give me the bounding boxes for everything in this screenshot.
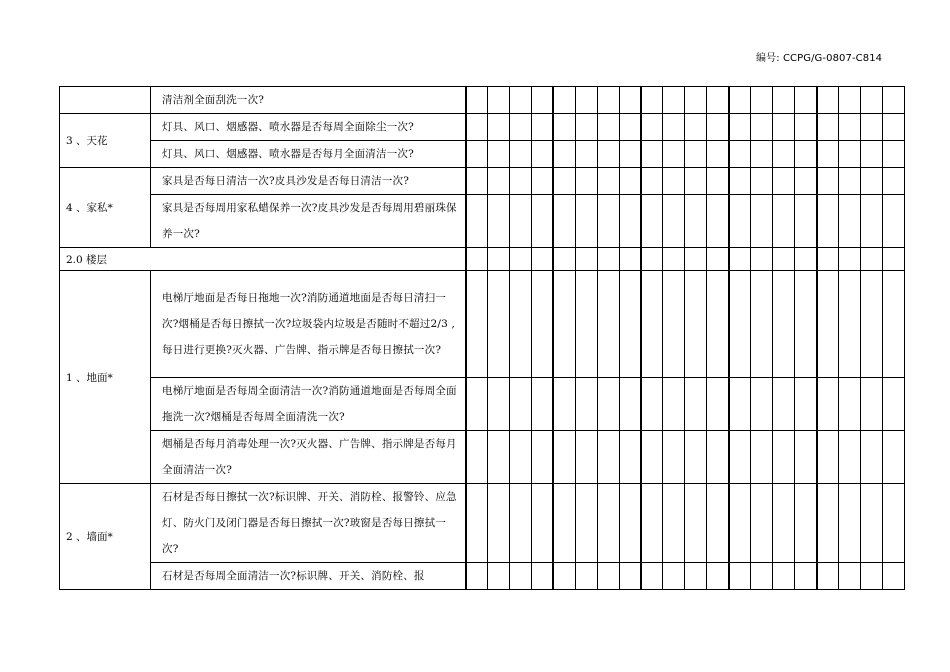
- check-cell[interactable]: [597, 141, 619, 168]
- check-cell[interactable]: [597, 431, 619, 484]
- check-cell[interactable]: [707, 141, 729, 168]
- check-cell[interactable]: [466, 87, 488, 114]
- check-cell[interactable]: [619, 563, 641, 590]
- table-row: [60, 195, 905, 248]
- check-cell[interactable]: [663, 271, 685, 378]
- check-cell[interactable]: [663, 141, 685, 168]
- check-cell[interactable]: [882, 195, 904, 248]
- check-cell[interactable]: [729, 168, 751, 195]
- check-cell[interactable]: [795, 271, 817, 378]
- check-cell[interactable]: [509, 195, 531, 248]
- check-cell[interactable]: [531, 168, 553, 195]
- check-cell[interactable]: [729, 141, 751, 168]
- check-cell[interactable]: [487, 87, 509, 114]
- check-cell[interactable]: [575, 484, 597, 563]
- check-cell[interactable]: [838, 195, 860, 248]
- check-cell[interactable]: [531, 87, 553, 114]
- check-cell[interactable]: [509, 87, 531, 114]
- check-cell[interactable]: [531, 484, 553, 563]
- check-cell[interactable]: [509, 484, 531, 563]
- check-cell[interactable]: [641, 271, 663, 378]
- check-cell[interactable]: [466, 195, 488, 248]
- check-cell[interactable]: [663, 431, 685, 484]
- item-label: 2 、墙面*: [60, 484, 151, 590]
- check-cell[interactable]: [575, 168, 597, 195]
- table-row: [60, 563, 905, 590]
- check-cell[interactable]: [509, 431, 531, 484]
- check-cell[interactable]: [487, 271, 509, 378]
- check-cell[interactable]: [817, 563, 839, 590]
- check-cell[interactable]: [597, 195, 619, 248]
- check-cell[interactable]: [685, 248, 707, 271]
- check-cell[interactable]: [860, 271, 882, 378]
- check-cell[interactable]: [597, 378, 619, 431]
- check-cell[interactable]: [509, 141, 531, 168]
- check-cell[interactable]: [531, 563, 553, 590]
- check-cell[interactable]: [882, 431, 904, 484]
- check-cell[interactable]: [729, 378, 751, 431]
- check-cell[interactable]: [860, 484, 882, 563]
- check-cell[interactable]: [466, 431, 488, 484]
- check-cell[interactable]: [817, 195, 839, 248]
- check-cell[interactable]: [509, 248, 531, 271]
- check-cell[interactable]: [531, 378, 553, 431]
- check-cell[interactable]: [487, 248, 509, 271]
- section-title: 2.0 楼层: [60, 248, 466, 271]
- check-cell[interactable]: [838, 431, 860, 484]
- inspection-criterion: 烟桶是否每月消毒处理一次?灭火器、广告牌、指示牌是否每月全面清洁一次?: [151, 431, 466, 484]
- check-cell[interactable]: [575, 271, 597, 378]
- check-cell[interactable]: [882, 168, 904, 195]
- check-cell[interactable]: [575, 248, 597, 271]
- check-cell[interactable]: [663, 195, 685, 248]
- table-row: [60, 141, 905, 168]
- inspection-criterion: 石材是否每日擦拭一次?标识牌、开关、消防栓、报警铃、应急灯、防火门及闭门器是否每日擦拭一次?玻窗是否每日擦拭一次?: [151, 484, 466, 563]
- check-cell[interactable]: [641, 431, 663, 484]
- check-cell[interactable]: [860, 431, 882, 484]
- check-cell[interactable]: [838, 484, 860, 563]
- check-cell[interactable]: [773, 168, 795, 195]
- check-cell[interactable]: [817, 168, 839, 195]
- item-label: [60, 87, 151, 114]
- check-cell[interactable]: [882, 271, 904, 378]
- check-cell[interactable]: [838, 141, 860, 168]
- check-cell[interactable]: [773, 114, 795, 141]
- check-cell[interactable]: [751, 141, 773, 168]
- check-cell[interactable]: [466, 168, 488, 195]
- check-cell[interactable]: [882, 248, 904, 271]
- inspection-criterion: 灯具、风口、烟感器、喷水器是否每周全面除尘一次?: [151, 114, 466, 141]
- check-cell[interactable]: [531, 114, 553, 141]
- check-cell[interactable]: [553, 141, 575, 168]
- check-cell[interactable]: [773, 141, 795, 168]
- check-cell[interactable]: [641, 141, 663, 168]
- check-cell[interactable]: [751, 378, 773, 431]
- item-label: 4 、家私*: [60, 168, 151, 248]
- check-cell[interactable]: [817, 114, 839, 141]
- check-cell[interactable]: [619, 248, 641, 271]
- check-cell[interactable]: [729, 431, 751, 484]
- check-cell[interactable]: [685, 141, 707, 168]
- check-cell[interactable]: [641, 168, 663, 195]
- check-cell[interactable]: [575, 431, 597, 484]
- check-cell[interactable]: [795, 195, 817, 248]
- check-cell[interactable]: [487, 168, 509, 195]
- check-cell[interactable]: [860, 168, 882, 195]
- check-cell[interactable]: [685, 114, 707, 141]
- check-cell[interactable]: [707, 378, 729, 431]
- check-cell[interactable]: [597, 87, 619, 114]
- check-cell[interactable]: [641, 378, 663, 431]
- check-cell[interactable]: [795, 141, 817, 168]
- table-row: [60, 114, 905, 141]
- check-cell[interactable]: [685, 431, 707, 484]
- item-label: 1 、地面*: [60, 271, 151, 484]
- table-row: [60, 271, 905, 378]
- check-cell[interactable]: [597, 168, 619, 195]
- check-cell[interactable]: [838, 114, 860, 141]
- check-cell[interactable]: [773, 431, 795, 484]
- check-cell[interactable]: [729, 563, 751, 590]
- check-cell[interactable]: [553, 563, 575, 590]
- inspection-criterion: 清洁剂全面刮洗一次?: [151, 87, 466, 114]
- table-row: [60, 87, 905, 114]
- check-cell[interactable]: [531, 195, 553, 248]
- check-cell[interactable]: [509, 271, 531, 378]
- check-cell[interactable]: [795, 87, 817, 114]
- check-cell[interactable]: [795, 484, 817, 563]
- check-cell[interactable]: [619, 271, 641, 378]
- check-cell[interactable]: [641, 484, 663, 563]
- inspection-criterion: 家具是否每周用家私蜡保养一次?皮具沙发是否每周用碧丽珠保养一次?: [151, 195, 466, 248]
- check-cell[interactable]: [773, 484, 795, 563]
- check-cell[interactable]: [882, 114, 904, 141]
- check-cell[interactable]: [487, 563, 509, 590]
- check-cell[interactable]: [553, 431, 575, 484]
- check-cell[interactable]: [597, 484, 619, 563]
- check-cell[interactable]: [795, 114, 817, 141]
- check-cell[interactable]: [509, 563, 531, 590]
- check-cell[interactable]: [641, 114, 663, 141]
- check-cell[interactable]: [466, 141, 488, 168]
- check-cell[interactable]: [860, 114, 882, 141]
- check-cell[interactable]: [619, 431, 641, 484]
- check-cell[interactable]: [838, 563, 860, 590]
- check-cell[interactable]: [641, 87, 663, 114]
- check-cell[interactable]: [553, 114, 575, 141]
- check-cell[interactable]: [575, 114, 597, 141]
- check-cell[interactable]: [619, 168, 641, 195]
- check-cell[interactable]: [685, 271, 707, 378]
- check-cell[interactable]: [531, 141, 553, 168]
- check-cell[interactable]: [838, 248, 860, 271]
- inspection-criterion: 石材是否每周全面清洁一次?标识牌、开关、消防栓、报: [151, 563, 466, 590]
- inspection-checklist-table: [59, 86, 905, 590]
- check-cell[interactable]: [509, 378, 531, 431]
- check-cell[interactable]: [575, 195, 597, 248]
- check-cell[interactable]: [817, 141, 839, 168]
- check-cell[interactable]: [641, 248, 663, 271]
- check-cell[interactable]: [641, 195, 663, 248]
- check-cell[interactable]: [773, 378, 795, 431]
- check-cell[interactable]: [641, 563, 663, 590]
- check-cell[interactable]: [707, 168, 729, 195]
- check-cell[interactable]: [795, 431, 817, 484]
- check-cell[interactable]: [882, 141, 904, 168]
- inspection-criterion: 电梯厅地面是否每周全面清洁一次?消防通道地面是否每周全面拖洗一次?烟桶是否每周全面清洗一次?: [151, 378, 466, 431]
- check-cell[interactable]: [838, 378, 860, 431]
- check-cell[interactable]: [487, 195, 509, 248]
- check-cell[interactable]: [707, 248, 729, 271]
- inspection-criterion: 灯具、风口、烟感器、喷水器是否每月全面清洁一次?: [151, 141, 466, 168]
- check-cell[interactable]: [860, 141, 882, 168]
- check-cell[interactable]: [860, 563, 882, 590]
- check-cell[interactable]: [773, 563, 795, 590]
- check-cell[interactable]: [466, 114, 488, 141]
- check-cell[interactable]: [751, 248, 773, 271]
- check-cell[interactable]: [553, 195, 575, 248]
- check-cell[interactable]: [531, 248, 553, 271]
- check-cell[interactable]: [685, 484, 707, 563]
- table-row: [60, 248, 905, 271]
- check-cell[interactable]: [466, 271, 488, 378]
- check-cell[interactable]: [619, 195, 641, 248]
- check-cell[interactable]: [707, 271, 729, 378]
- check-cell[interactable]: [619, 87, 641, 114]
- check-cell[interactable]: [817, 87, 839, 114]
- check-cell[interactable]: [707, 87, 729, 114]
- check-cell[interactable]: [663, 248, 685, 271]
- check-cell[interactable]: [487, 141, 509, 168]
- check-cell[interactable]: [729, 271, 751, 378]
- check-cell[interactable]: [487, 378, 509, 431]
- table-row: [60, 378, 905, 431]
- inspection-criterion: 电梯厅地面是否每日拖地一次?消防通道地面是否每日清扫一次?烟桶是否每日擦拭一次?垃圾袋内垃圾是否随时不超过2/3 ,每日进行更换?灭火器、广告牌、指示牌是否每日擦拭一次?: [151, 271, 466, 378]
- check-cell[interactable]: [860, 195, 882, 248]
- check-cell[interactable]: [553, 484, 575, 563]
- check-cell[interactable]: [597, 563, 619, 590]
- check-cell[interactable]: [619, 114, 641, 141]
- check-cell[interactable]: [663, 87, 685, 114]
- check-cell[interactable]: [707, 563, 729, 590]
- check-cell[interactable]: [685, 378, 707, 431]
- check-cell[interactable]: [553, 378, 575, 431]
- check-cell[interactable]: [707, 195, 729, 248]
- check-cell[interactable]: [860, 378, 882, 431]
- table-row: [60, 431, 905, 484]
- check-cell[interactable]: [466, 484, 488, 563]
- check-cell[interactable]: [773, 248, 795, 271]
- check-cell[interactable]: [707, 114, 729, 141]
- check-cell[interactable]: [773, 87, 795, 114]
- inspection-criterion: 家具是否每日清洁一次?皮具沙发是否每日清洁一次?: [151, 168, 466, 195]
- check-cell[interactable]: [707, 431, 729, 484]
- check-cell[interactable]: [531, 431, 553, 484]
- check-cell[interactable]: [509, 168, 531, 195]
- check-cell[interactable]: [553, 248, 575, 271]
- check-cell[interactable]: [663, 168, 685, 195]
- check-cell[interactable]: [751, 87, 773, 114]
- check-cell[interactable]: [860, 87, 882, 114]
- check-cell[interactable]: [751, 271, 773, 378]
- check-cell[interactable]: [795, 168, 817, 195]
- check-cell[interactable]: [575, 141, 597, 168]
- check-cell[interactable]: [729, 195, 751, 248]
- check-cell[interactable]: [795, 248, 817, 271]
- item-label: 3 、天花: [60, 114, 151, 168]
- check-cell[interactable]: [466, 248, 488, 271]
- check-cell[interactable]: [751, 168, 773, 195]
- check-cell[interactable]: [751, 195, 773, 248]
- check-cell[interactable]: [466, 378, 488, 431]
- check-cell[interactable]: [553, 87, 575, 114]
- check-cell[interactable]: [575, 378, 597, 431]
- check-cell[interactable]: [882, 484, 904, 563]
- check-cell[interactable]: [729, 87, 751, 114]
- check-cell[interactable]: [838, 271, 860, 378]
- check-cell[interactable]: [663, 114, 685, 141]
- check-cell[interactable]: [619, 484, 641, 563]
- check-cell[interactable]: [597, 271, 619, 378]
- check-cell[interactable]: [575, 87, 597, 114]
- check-cell[interactable]: [663, 378, 685, 431]
- check-cell[interactable]: [882, 378, 904, 431]
- check-cell[interactable]: [729, 484, 751, 563]
- check-cell[interactable]: [817, 431, 839, 484]
- check-cell[interactable]: [619, 378, 641, 431]
- check-cell[interactable]: [597, 248, 619, 271]
- check-cell[interactable]: [487, 431, 509, 484]
- check-cell[interactable]: [685, 168, 707, 195]
- table-row: [60, 168, 905, 195]
- check-cell[interactable]: [773, 271, 795, 378]
- check-cell[interactable]: [817, 378, 839, 431]
- check-cell[interactable]: [751, 563, 773, 590]
- check-cell[interactable]: [487, 114, 509, 141]
- check-cell[interactable]: [685, 195, 707, 248]
- check-cell[interactable]: [466, 563, 488, 590]
- check-cell[interactable]: [729, 114, 751, 141]
- check-cell[interactable]: [882, 563, 904, 590]
- check-cell[interactable]: [751, 431, 773, 484]
- check-cell[interactable]: [751, 114, 773, 141]
- check-cell[interactable]: [729, 248, 751, 271]
- check-cell[interactable]: [685, 87, 707, 114]
- check-cell[interactable]: [531, 271, 553, 378]
- check-cell[interactable]: [773, 195, 795, 248]
- check-cell[interactable]: [860, 248, 882, 271]
- check-cell[interactable]: [838, 87, 860, 114]
- check-cell[interactable]: [553, 271, 575, 378]
- check-cell[interactable]: [795, 563, 817, 590]
- check-cell[interactable]: [575, 563, 597, 590]
- check-cell[interactable]: [882, 87, 904, 114]
- check-cell[interactable]: [817, 248, 839, 271]
- check-cell[interactable]: [663, 484, 685, 563]
- check-cell[interactable]: [751, 484, 773, 563]
- table-row: [60, 484, 905, 563]
- check-cell[interactable]: [487, 484, 509, 563]
- check-cell[interactable]: [817, 271, 839, 378]
- document-code: 编号: CCPG/G-0807-C814: [756, 53, 883, 64]
- check-cell[interactable]: [838, 168, 860, 195]
- check-cell[interactable]: [707, 484, 729, 563]
- check-cell[interactable]: [795, 378, 817, 431]
- check-cell[interactable]: [685, 563, 707, 590]
- check-cell[interactable]: [509, 114, 531, 141]
- check-cell[interactable]: [553, 168, 575, 195]
- check-cell[interactable]: [597, 114, 619, 141]
- check-cell[interactable]: [817, 484, 839, 563]
- check-cell[interactable]: [619, 141, 641, 168]
- check-cell[interactable]: [663, 563, 685, 590]
